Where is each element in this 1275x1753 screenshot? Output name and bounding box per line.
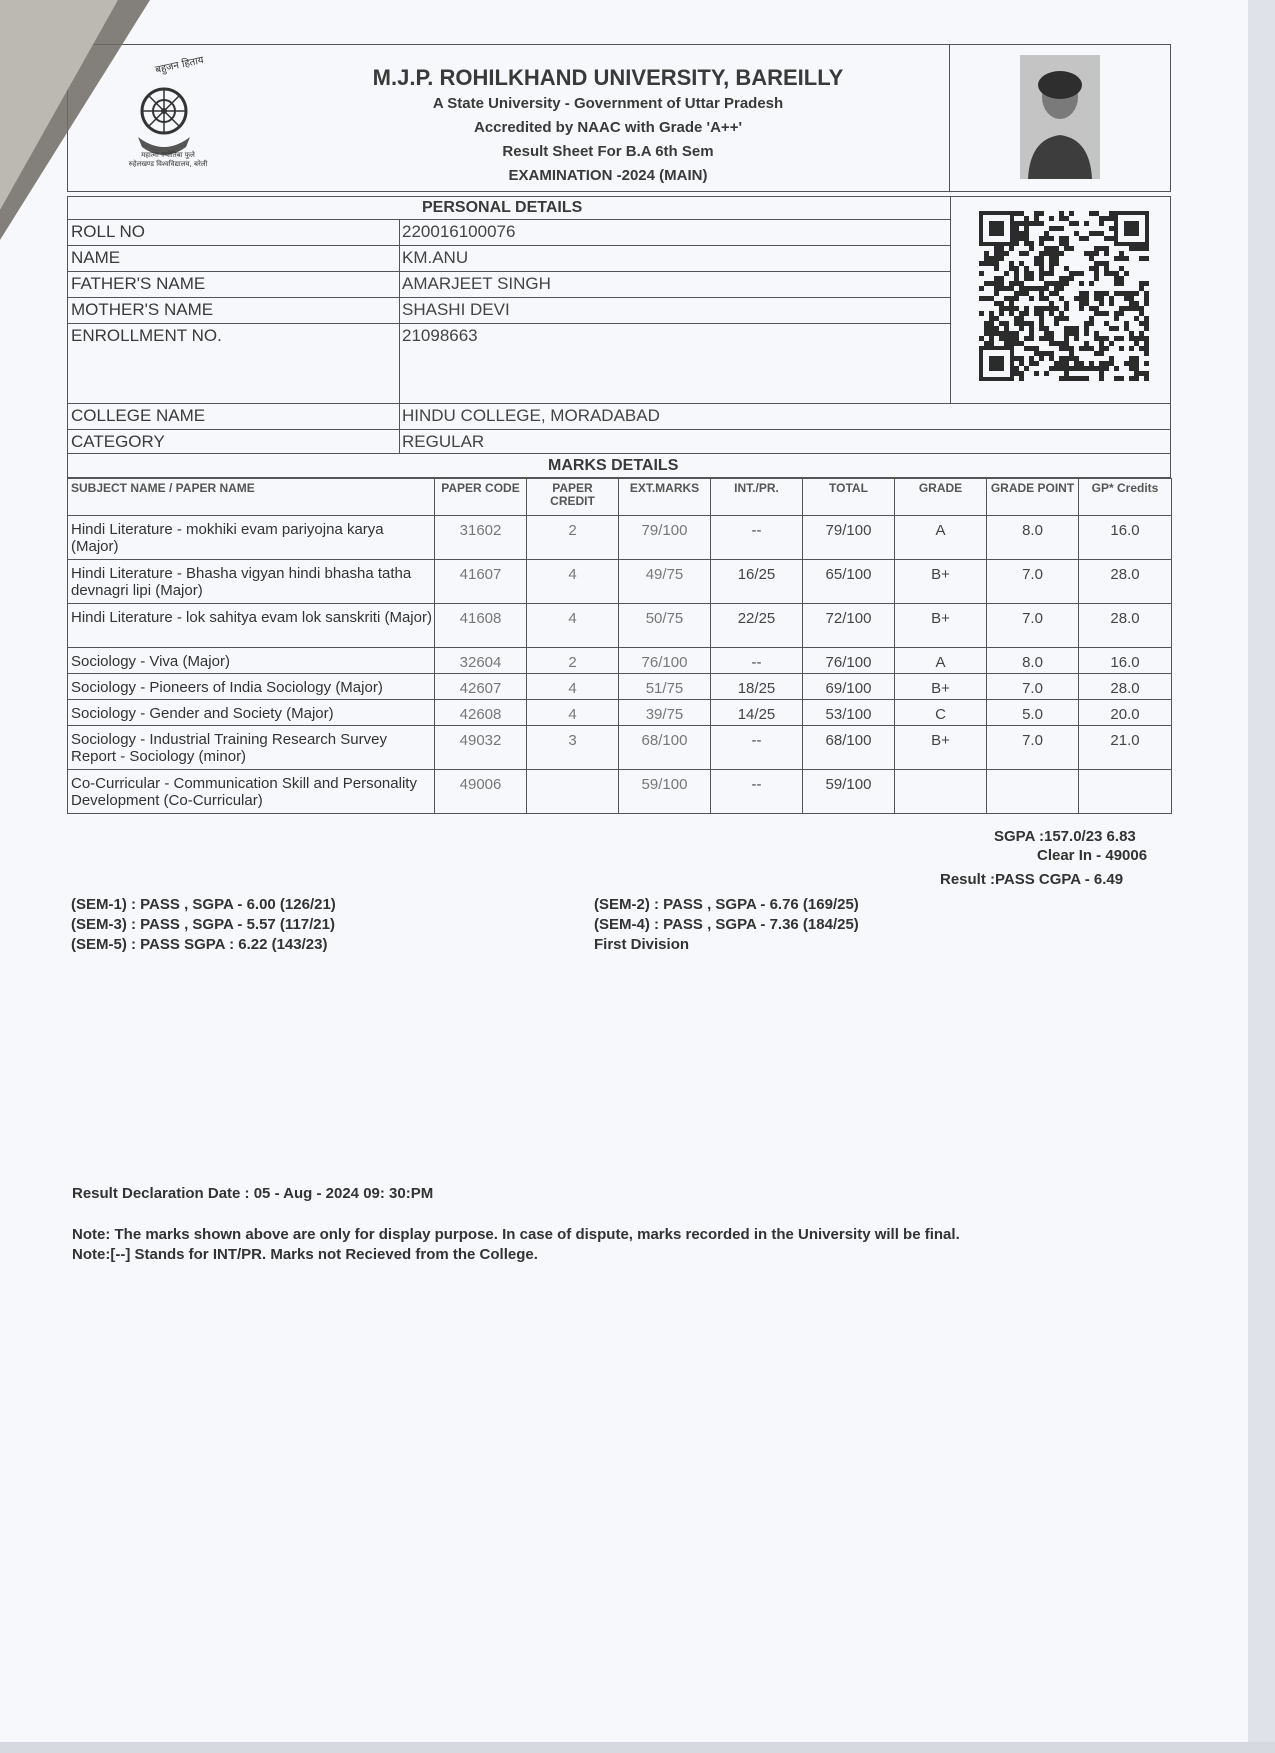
folded-corner-inner <box>0 0 118 210</box>
col-grade: GRADE <box>895 479 987 516</box>
sgpa-summary: SGPA :157.0/23 6.83 <box>994 828 1136 845</box>
accreditation: Accredited by NAAC with Grade 'A++' <box>473 119 743 136</box>
col-subject: SUBJECT NAME / PAPER NAME <box>68 479 435 516</box>
name-value: KM.ANU <box>402 248 469 267</box>
ext-marks-cell: 76/100 <box>619 648 711 674</box>
gp-credits-cell: 16.0 <box>1079 516 1172 560</box>
sem2-result: (SEM-2) : PASS , SGPA - 6.76 (169/25) <box>594 896 859 913</box>
int-pr-cell: -- <box>711 516 803 560</box>
paper-code-cell: 42607 <box>435 674 527 700</box>
grade-cell: B+ <box>895 674 987 700</box>
col-gp-credits: GP* Credits <box>1079 479 1172 516</box>
grade-point-cell: 5.0 <box>987 700 1079 726</box>
col-int-pr: INT./PR. <box>711 479 803 516</box>
result-cgpa: Result :PASS CGPA - 6.49 <box>940 871 1124 888</box>
total-cell: 79/100 <box>803 516 895 560</box>
gp-credits-cell <box>1079 770 1172 814</box>
int-pr-cell: 22/25 <box>711 604 803 648</box>
col-paper-credit: PAPER CREDIT <box>527 479 619 516</box>
name-label: NAME <box>71 248 121 267</box>
photo-cell <box>949 45 1170 191</box>
paper-code-cell: 49032 <box>435 726 527 770</box>
subject-cell: Hindi Literature - mokhiki evam pariyojna karya (Major) <box>68 516 435 560</box>
university-name: M.J.P. ROHILKHAND UNIVERSITY, BAREILLY <box>372 65 844 90</box>
sheet-title: Result Sheet For B.A 6th Sem <box>502 143 714 160</box>
gp-credits-cell: 21.0 <box>1079 726 1172 770</box>
subject-cell: Hindi Literature - lok sahitya evam lok sanskriti (Major) <box>68 604 435 648</box>
paper-credit-cell: 2 <box>527 516 619 560</box>
personal-details <box>67 196 1171 454</box>
subject-cell: Sociology - Gender and Society (Major) <box>68 700 435 726</box>
ext-marks-cell: 51/75 <box>619 674 711 700</box>
enrollment-value: 21098663 <box>402 326 478 345</box>
exam-title: EXAMINATION -2024 (MAIN) <box>508 167 708 184</box>
grade-cell: B+ <box>895 560 987 604</box>
paper-code-cell: 31602 <box>435 516 527 560</box>
paper-credit-cell: 4 <box>527 674 619 700</box>
scan-edge <box>1248 0 1275 1753</box>
marks-row <box>68 700 1172 726</box>
paper-credit-cell: 4 <box>527 560 619 604</box>
subject-cell: Sociology - Pioneers of India Sociology (Major) <box>68 674 435 700</box>
total-cell: 72/100 <box>803 604 895 648</box>
clear-in: Clear In - 49006 <box>1037 847 1148 864</box>
int-pr-cell: 16/25 <box>711 560 803 604</box>
marks-row <box>68 516 1172 560</box>
university-subtitle: A State University - Government of Uttar Pradesh <box>432 95 784 112</box>
gp-credits-cell: 28.0 <box>1079 674 1172 700</box>
marks-row <box>68 648 1172 674</box>
col-ext-marks: EXT.MARKS <box>619 479 711 516</box>
sem3-result: (SEM-3) : PASS , SGPA - 5.57 (117/21) <box>71 916 335 933</box>
sem4-result: (SEM-4) : PASS , SGPA - 7.36 (184/25) <box>594 916 859 933</box>
sem5-result: (SEM-5) : PASS SGPA : 6.22 (143/23) <box>71 936 328 953</box>
personal-row <box>68 323 950 404</box>
ext-marks-cell: 68/100 <box>619 726 711 770</box>
note-display-purpose: Note: The marks shown above are only for display purpose. In case of dispute, marks recorded in the University will be final. <box>72 1226 960 1243</box>
personal-row <box>68 219 950 244</box>
college-name-label: COLLEGE NAME <box>71 406 206 425</box>
grade-point-cell: 8.0 <box>987 648 1079 674</box>
ext-marks-cell: 39/75 <box>619 700 711 726</box>
grade-cell <box>895 770 987 814</box>
subject-cell: Hindi Literature - Bhasha vigyan hindi bhasha tatha devnagri lipi (Major) <box>68 560 435 604</box>
subject-cell: Sociology - Viva (Major) <box>68 648 435 674</box>
total-cell: 53/100 <box>803 700 895 726</box>
grade-point-cell: 7.0 <box>987 674 1079 700</box>
total-cell: 76/100 <box>803 648 895 674</box>
grade-point-cell: 7.0 <box>987 560 1079 604</box>
int-pr-cell: 18/25 <box>711 674 803 700</box>
total-cell: 69/100 <box>803 674 895 700</box>
marks-table <box>67 478 1172 814</box>
scan-edge-bottom <box>0 1742 1275 1753</box>
total-cell: 65/100 <box>803 560 895 604</box>
col-total: TOTAL <box>803 479 895 516</box>
paper-credit-cell <box>527 770 619 814</box>
grade-point-cell: 8.0 <box>987 516 1079 560</box>
col-grade-point: GRADE POINT <box>987 479 1079 516</box>
paper-code-cell: 41608 <box>435 604 527 648</box>
header-box <box>67 44 1171 192</box>
enrollment-label: ENROLLMENT NO. <box>71 326 222 345</box>
paper-code-cell: 41607 <box>435 560 527 604</box>
subject-cell: Co-Curricular - Communication Skill and Personality Development (Co-Curricular) <box>68 770 435 814</box>
personal-row <box>68 297 950 322</box>
student-photo <box>1020 55 1100 179</box>
grade-point-cell <box>987 770 1079 814</box>
qr-code-icon <box>979 211 1149 381</box>
gp-credits-cell: 28.0 <box>1079 604 1172 648</box>
total-cell: 68/100 <box>803 726 895 770</box>
col-paper-code: PAPER CODE <box>435 479 527 516</box>
int-pr-cell: 14/25 <box>711 700 803 726</box>
personal-row <box>68 403 1170 428</box>
paper-credit-cell: 4 <box>527 604 619 648</box>
gp-credits-cell: 16.0 <box>1079 648 1172 674</box>
grade-cell: A <box>895 648 987 674</box>
grade-cell: C <box>895 700 987 726</box>
marks-row <box>68 560 1172 604</box>
marks-row <box>68 674 1172 700</box>
marks-details-heading: MARKS DETAILS <box>548 457 679 474</box>
paper-credit-cell: 3 <box>527 726 619 770</box>
roll-no-value: 220016100076 <box>402 222 516 241</box>
marks-header-row <box>68 479 1172 516</box>
roll-no-label: ROLL NO <box>71 222 146 241</box>
qr-cell <box>950 197 1171 404</box>
personal-row <box>68 245 950 270</box>
mother-name-label: MOTHER'S NAME <box>71 300 214 319</box>
ext-marks-cell: 50/75 <box>619 604 711 648</box>
father-name-label: FATHER'S NAME <box>71 274 206 293</box>
int-pr-cell: -- <box>711 648 803 674</box>
paper-code-cell: 32604 <box>435 648 527 674</box>
grade-cell: B+ <box>895 604 987 648</box>
category-label: CATEGORY <box>71 432 165 451</box>
subject-cell: Sociology - Industrial Training Research Survey Report - Sociology (minor) <box>68 726 435 770</box>
category-value: REGULAR <box>402 432 485 451</box>
college-name-value: HINDU COLLEGE, MORADABAD <box>402 406 660 425</box>
declaration-date: Result Declaration Date : 05 - Aug - 2024 09: 30:PM <box>72 1185 434 1202</box>
personal-row <box>68 271 950 296</box>
personal-row <box>68 429 1170 454</box>
paper-code-cell: 42608 <box>435 700 527 726</box>
gp-credits-cell: 28.0 <box>1079 560 1172 604</box>
marks-row <box>68 604 1172 648</box>
note-int-pr: Note:[--] Stands for INT/PR. Marks not Recieved from the College. <box>72 1246 538 1263</box>
svg-text:महात्मा ज्योतिबा फुले: महात्मा ज्योतिबा फुले <box>141 151 195 159</box>
paper-credit-cell: 4 <box>527 700 619 726</box>
svg-text:रुहेलखण्ड विश्वविद्यालय, बरेली: रुहेलखण्ड विश्वविद्यालय, बरेली <box>128 160 208 168</box>
ext-marks-cell: 59/100 <box>619 770 711 814</box>
int-pr-cell: -- <box>711 726 803 770</box>
marks-details-heading-bar <box>67 454 1171 478</box>
grade-cell: B+ <box>895 726 987 770</box>
ext-marks-cell: 79/100 <box>619 516 711 560</box>
division: First Division <box>594 936 690 953</box>
paper-code-cell: 49006 <box>435 770 527 814</box>
paper-credit-cell: 2 <box>527 648 619 674</box>
marks-row <box>68 770 1172 814</box>
father-name-value: AMARJEET SINGH <box>402 274 551 293</box>
mother-name-value: SHASHI DEVI <box>402 300 510 319</box>
ext-marks-cell: 49/75 <box>619 560 711 604</box>
personal-details-heading: PERSONAL DETAILS <box>422 199 583 216</box>
grade-point-cell: 7.0 <box>987 604 1079 648</box>
marks-row <box>68 726 1172 770</box>
gp-credits-cell: 20.0 <box>1079 700 1172 726</box>
grade-point-cell: 7.0 <box>987 726 1079 770</box>
svg-text:बहुजन हिताय: बहुजन हिताय <box>154 54 205 76</box>
grade-cell: A <box>895 516 987 560</box>
total-cell: 59/100 <box>803 770 895 814</box>
sem1-result: (SEM-1) : PASS , SGPA - 6.00 (126/21) <box>71 896 336 913</box>
int-pr-cell: -- <box>711 770 803 814</box>
